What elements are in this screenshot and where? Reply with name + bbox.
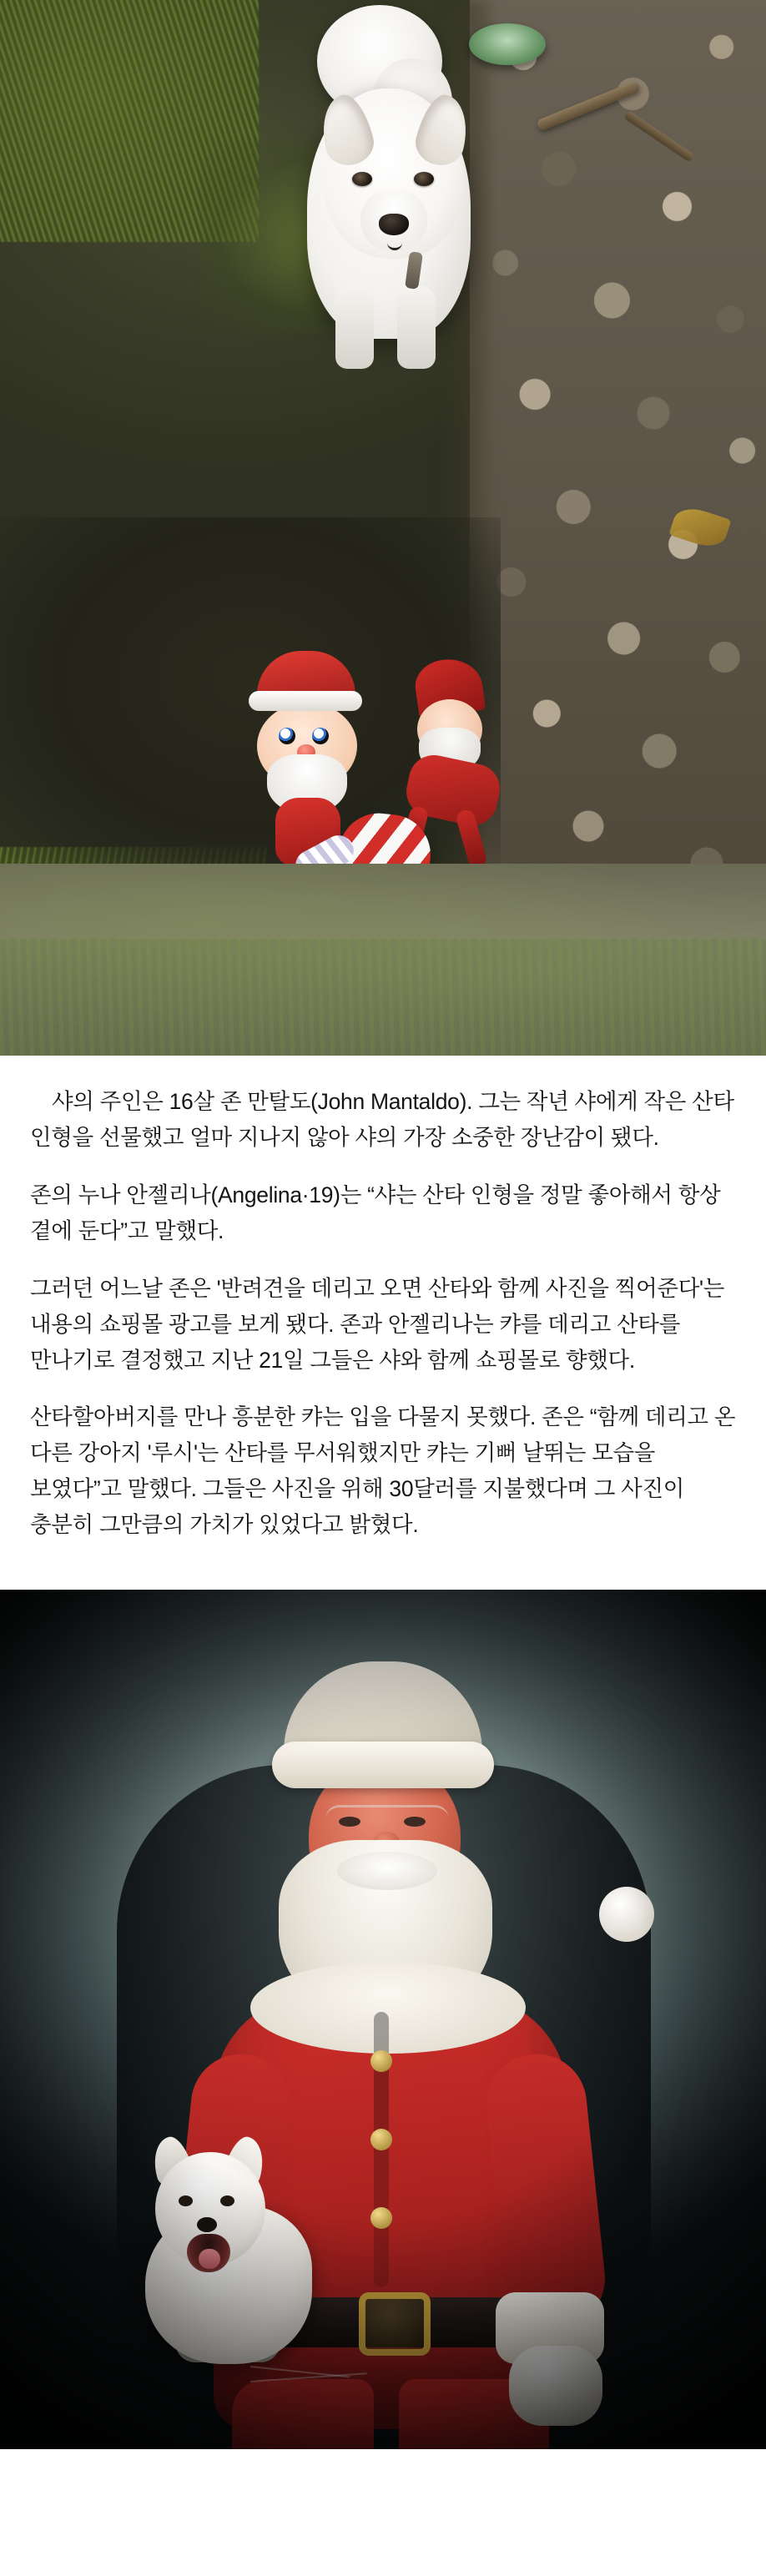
article-paragraph-4: 산타할아버지를 만나 흥분한 캬는 입을 다물지 못했다. 존은 “함께 데리고 온 다른 강아지 '루시'는 산타를 무서워했지만 캬는 기뻐 날뛰는 모습을 보였다”고 말했다. 그들은 사진을 위해 30달러를 지불했다며 그 사진이 충분히 그만큼의 가치가 있었다고 밝혔다.	[30, 1404, 736, 1538]
photo-vignette	[0, 1590, 766, 2449]
dog-with-santa-photo	[0, 1590, 766, 2449]
article-paragraph-2: 존의 누나 안젤리나(Angelina·19)는 “샤는 산타 인형을 정말 좋아해서 항상 곁에 둔다”고 말했다.	[30, 1182, 721, 1243]
stone-slab-moss	[0, 939, 766, 1056]
dog-front-leg-right	[397, 285, 436, 369]
santa-plush-eye-left	[279, 728, 295, 744]
article-body	[0, 1056, 766, 1568]
dog-front-leg-left	[335, 285, 374, 369]
santa-plush-hat-band	[249, 691, 362, 711]
dog-with-santa-toys-photo	[0, 0, 766, 1056]
dog-eye-right	[414, 172, 434, 186]
white-dog	[209, 8, 526, 592]
dog-eye-left	[352, 172, 372, 186]
article-paragraph-3: 그러던 어느날 존은 '반려견을 데리고 오면 산타와 함께 사진을 찍어준다'는 내용의 쇼핑몰 광고를 보게 됐다. 존과 안젤리나는 캬를 데리고 산타를 만나기로 결정했고 지난 21일 그들은 샤와 함께 쇼핑몰로 향했다.	[30, 1275, 725, 1373]
article-paragraph-1: 샤의 주인은 16살 존 만탈도(John Mantaldo). 그는 작년 샤에게 작은 산타 인형을 선물했고 얼마 지나지 않아 샤의 가장 소중한 장난감이 됐다.	[30, 1089, 734, 1150]
santa-plush-eye-right	[312, 728, 329, 744]
dog-nose	[379, 214, 409, 235]
